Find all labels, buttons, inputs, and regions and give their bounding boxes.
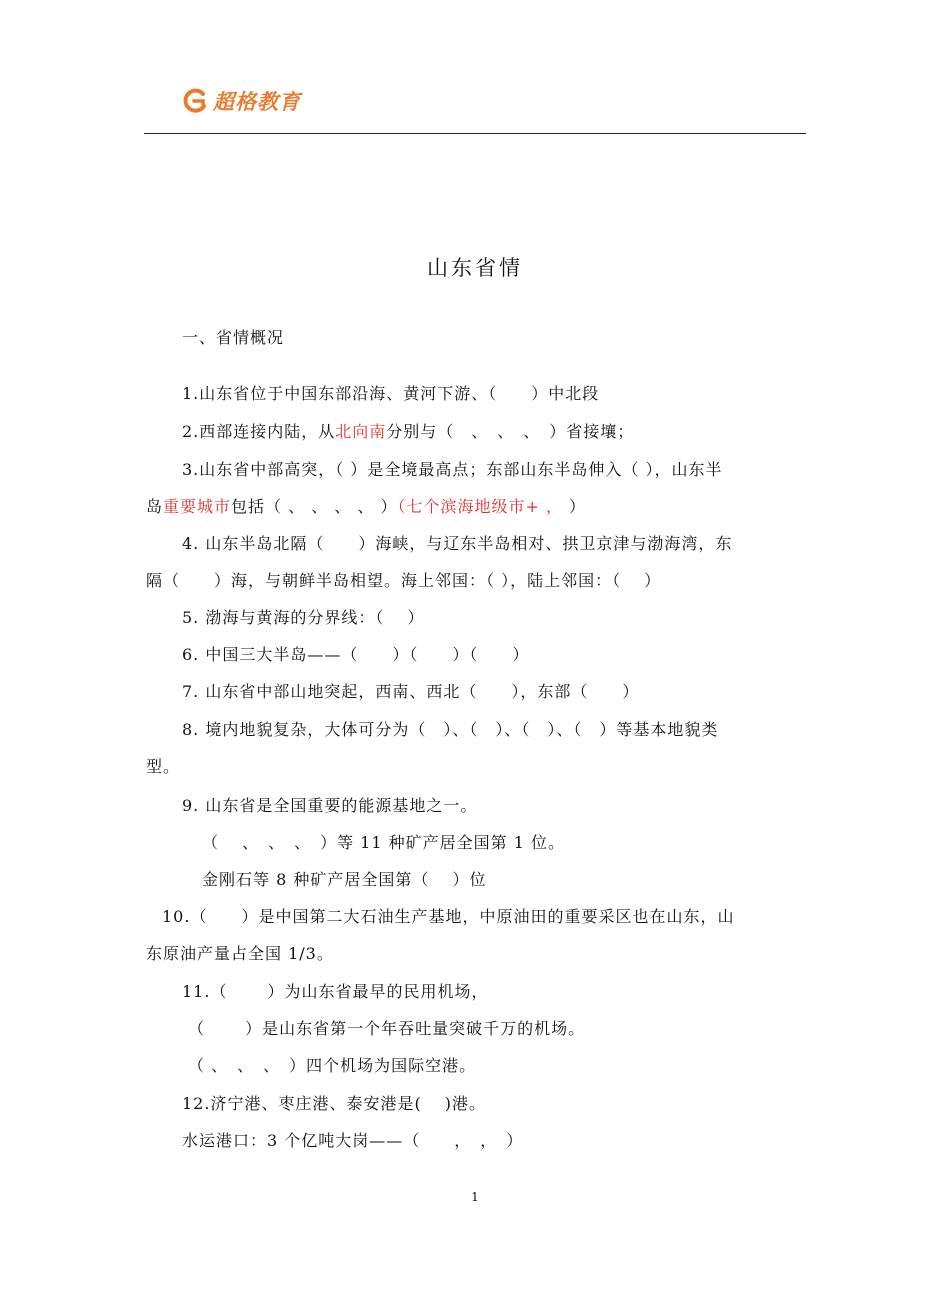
question-8-line-2: 型。 bbox=[146, 757, 181, 776]
question-2 bbox=[182, 421, 634, 443]
brand-logo-icon bbox=[180, 86, 210, 116]
page-number: 1 bbox=[471, 1190, 479, 1204]
question-12: 12.济宁港、枣庄港、泰安港是( )港。 bbox=[182, 1094, 487, 1113]
question-2-text-b: 分别与（ 、 、 、 ）省接壤； bbox=[386, 422, 635, 441]
brand-logo-text: 超格教育 bbox=[213, 90, 301, 114]
question-9: 9. 山东省是全国重要的能源基地之一。 bbox=[182, 796, 478, 815]
question-9-sub-1: （ 、 、 、 ）等 11 种矿产居全国第 1 位。 bbox=[202, 833, 565, 852]
question-11-sub-1: （ ）是山东省第一个年吞吐量突破千万的机场。 bbox=[188, 1019, 586, 1038]
header-divider bbox=[144, 133, 806, 134]
question-3-text-b: 包括（ 、 、 、 、 ） bbox=[231, 497, 398, 516]
question-3-text-c: ） bbox=[562, 497, 587, 516]
question-3-line-2 bbox=[146, 496, 586, 518]
question-2-highlight: 北向南 bbox=[335, 422, 387, 441]
question-8-line-1: 8. 境内地貌复杂，大体可分为（ ）、（ ）、（ ）、（ ）等基本地貌类 bbox=[182, 720, 719, 739]
question-2-text-a: 2.西部连接内陆，从 bbox=[182, 422, 336, 441]
question-11-sub-2: （ 、 、 、 ）四个机场为国际空港。 bbox=[188, 1056, 477, 1075]
question-1: 1.山东省位于中国东部沿海、黄河下游、（ ）中北段 bbox=[182, 384, 600, 403]
question-7: 7. 山东省中部山地突起，西南、西北（ ），东部（ ） bbox=[182, 682, 640, 701]
question-4-line-1: 4. 山东半岛北隔（ ）海峡，与辽东半岛相对、拱卫京津与渤海湾，东 bbox=[182, 534, 733, 553]
page-title: 山东省情 bbox=[427, 256, 523, 280]
question-5: 5. 渤海与黄海的分界线：（ ） bbox=[182, 608, 425, 627]
question-11: 11.（ ）为山东省最早的民用机场， bbox=[182, 982, 489, 1001]
section-heading: 一、省情概况 bbox=[182, 328, 285, 347]
question-4-line-2: 隔（ ）海，与朝鲜半岛相望。海上邻国：（ ），陆上邻国：（ ） bbox=[146, 571, 662, 590]
question-3-highlight-1: 重要城市 bbox=[163, 497, 232, 516]
question-12-sub: 水运港口：3 个亿吨大岗——（ ， ， ） bbox=[182, 1131, 524, 1150]
question-10-line-2: 东原油产量占全国 1/3。 bbox=[146, 944, 334, 963]
question-3-line-1: 3.山东省中部高突，（ ）是全境最高点；东部山东半岛伸入（ ），山东半 bbox=[182, 460, 723, 479]
question-6: 6. 中国三大半岛——（ ）（ ）（ ） bbox=[182, 645, 530, 664]
question-10-line-1: 10.（ ）是中国第二大石油生产基地，中原油田的重要采区也在山东，山 bbox=[162, 907, 735, 926]
brand-logo bbox=[180, 84, 301, 118]
question-3-highlight-2: （七个滨海地级市+ ， bbox=[397, 497, 563, 516]
question-3-text-a: 岛 bbox=[146, 497, 164, 516]
question-9-sub-2: 金刚石等 8 种矿产居全国第（ ）位 bbox=[202, 870, 487, 889]
